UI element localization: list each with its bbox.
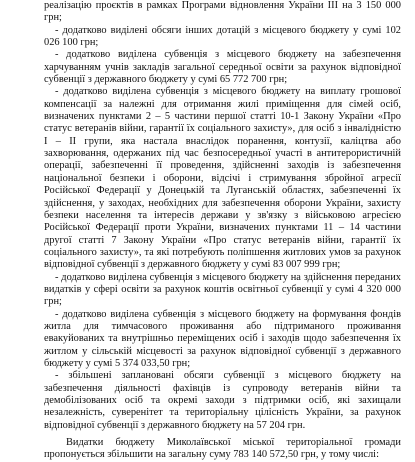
paragraph-program-recovery: реалізацію проєктів в рамках Програми відновлення України III на 3 150 000 грн; — [44, 0, 401, 24]
paragraph-other-subsidies: - додатково виділені обсяги інших дотацій з місцевого бюджету у сумі 102 026 100 грн; — [44, 24, 401, 49]
paragraph-education-subvention: - додатково виділена субвенція з місцевого бюджету на здійснення переданих видатків у сфері освіти за рахунок коштів освітньої субвенції у сумі 4 320 000 грн; — [44, 271, 401, 308]
paragraph-school-meals-subvention: - додатково виділена субвенція з місцевого бюджету на забезпечення харчуванням учнів закладів загальної середньої освіти за рахунок відповідної субвенції з державного бюджету у сумі 65 772 700 грн; — [44, 49, 401, 86]
paragraph-veterans-support-subvention: - збільшені заплановані обсяги субвенції з місцевого бюджету на забезпечення діяльності фахівців із супроводу ветеранів війни та демобілізованих осіб та окремі заходи з підтримки осіб, які захищали незалежність, суверенітет та територіальну цілісність України, за рахунок відповідної субвенції з державного бюджету на 57 204 грн. — [44, 370, 401, 431]
paragraph-expenditure-increase: Видатки бюджету Миколаївської міської територіальної громади пропонується збільшити на загальну суму 783 140 572,50 грн, у тому числі: — [44, 437, 401, 461]
paragraph-housing-compensation-subvention: - додатково виділена субвенція з місцевого бюджету на виплату грошової компенсації за належні для отримання жилі приміщення для сімей осіб, визначених пунктами 2 – 5 частини першої статті 10-1 Закону України «Про статус ветеранів війни, гарантії їх соціального захисту», для осіб з інвалідністю I – II групи, яка настала внаслідок поранення, контузії, каліцтва або захворювання, одержаних під час безпосередньої участі в антитерористичній операції, забезпеченні її проведення, здійсненні заходів із забезпечення національної безпеки і оборони, відсічі і стримування збройної агресії Російської Федерації у Донецькій та Луганській областях, забезпеченні їх здійснення, у заходах, необхідних для забезпечення оборони України, захисту безпеки населення та інтересів держави у зв'язку з військовою агресією Російської Федерації проти України, визначених пунктами 11 – 14 частини другої статті 7 Закону України «Про статус ветеранів війни, гарантії їх соціального захисту», та які потребують поліпшення житлових умов за рахунок відповідної субвенції з державного бюджету у сумі 83 007 999 грн; — [44, 86, 401, 271]
paragraph-idp-housing-subvention: - додатково виділена субвенція з місцевого бюджету на формування фондів житла для тимчасового проживання або підтриманого проживання евакуйованих та внутрішньо переміщених осіб і заходів щодо забезпечення їх житлом у сільській місцевості за рахунок відповідної субвенції з державного бюджету у сумі 5 374 033,50 грн; — [44, 308, 401, 369]
